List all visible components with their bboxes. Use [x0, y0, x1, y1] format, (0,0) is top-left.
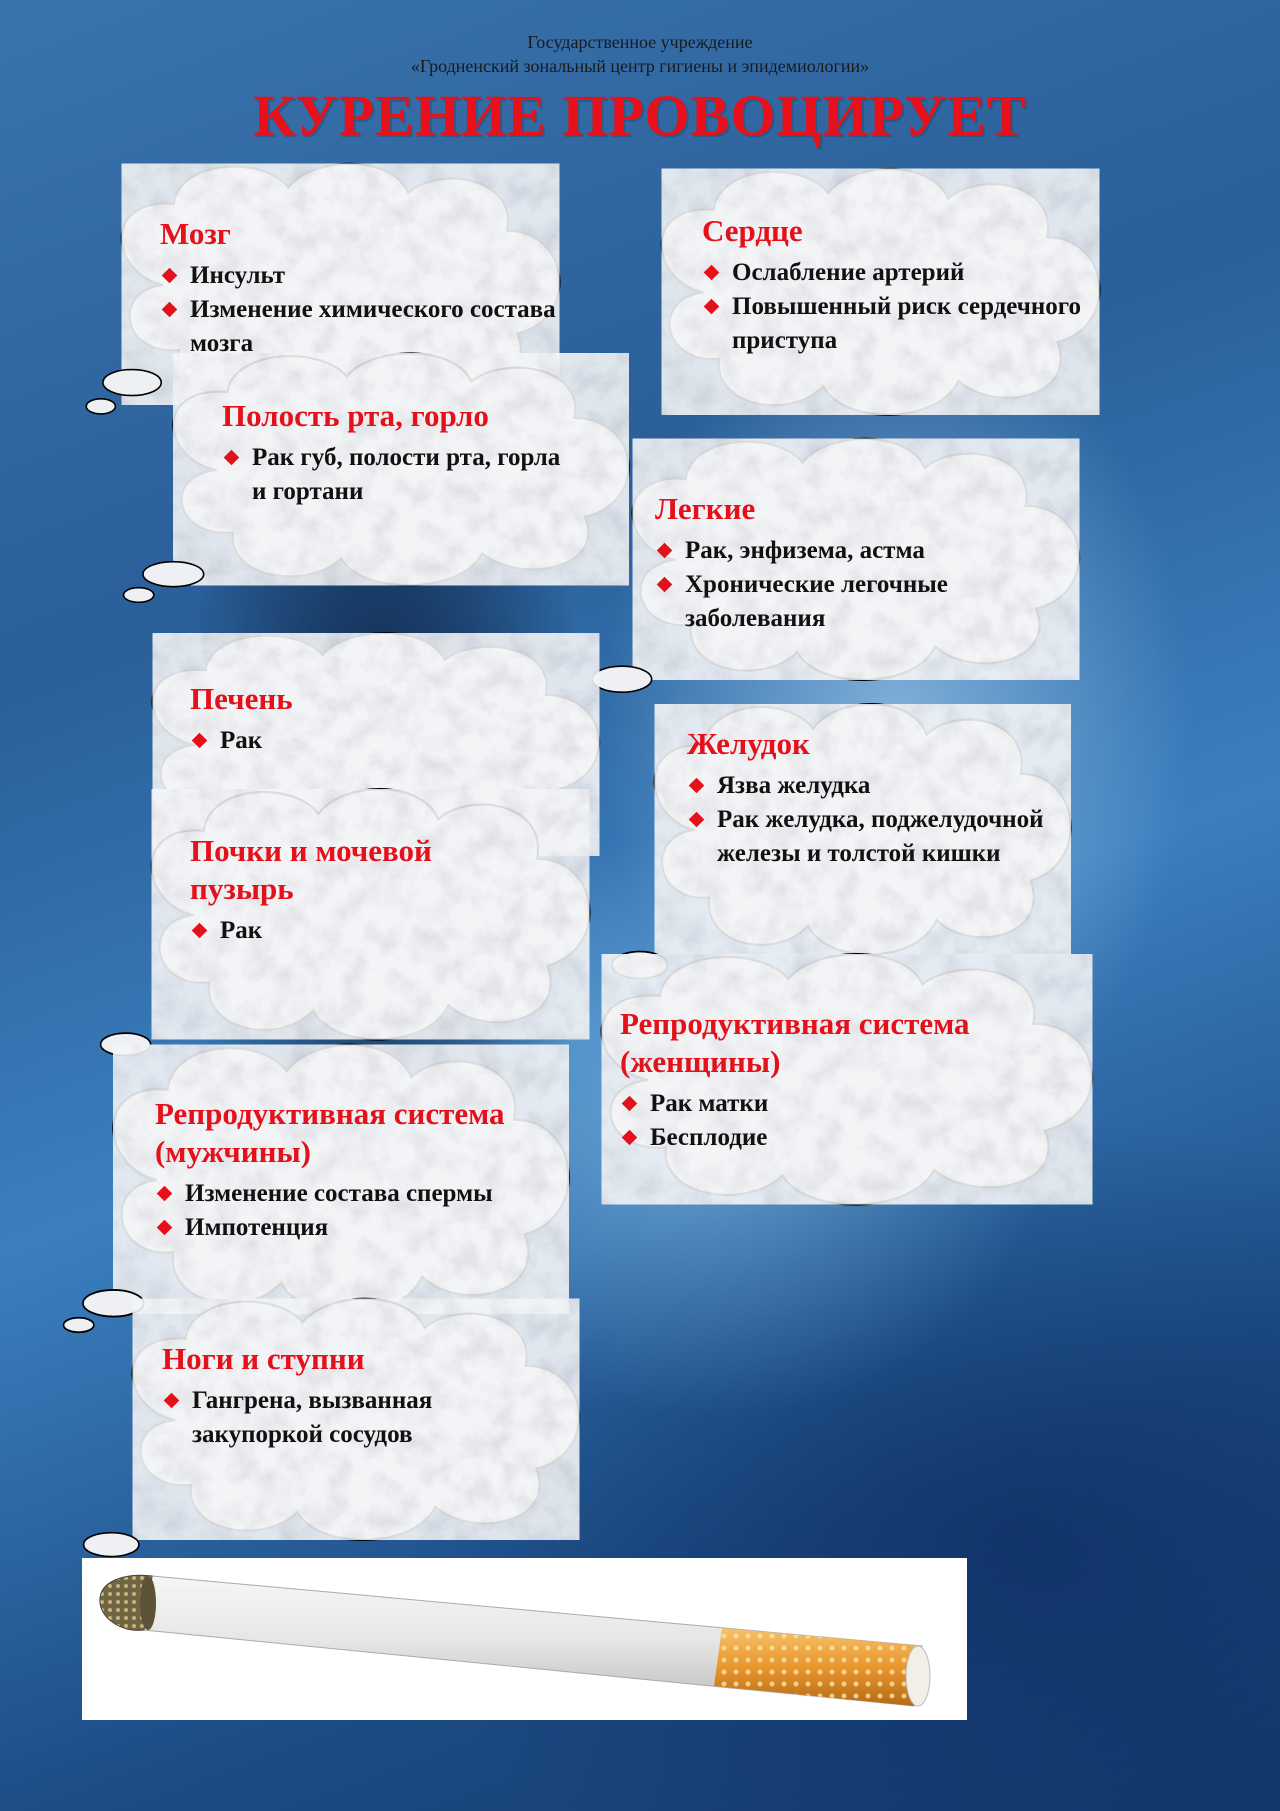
cloud-heart — [620, 160, 1120, 425]
cloud-title: Легкие — [655, 491, 756, 526]
bullet-diamond-icon — [192, 923, 208, 939]
list-item: Рак губ, полости рта, горла и гортани — [222, 441, 572, 509]
bullet-diamond-icon — [657, 577, 673, 593]
cloud-title: Почки и мочевой пузырь — [190, 833, 432, 906]
list-item: Рак, энфизема, астма — [655, 534, 1095, 568]
bullet-diamond-icon — [162, 268, 178, 284]
cloud-stomach — [615, 695, 1090, 965]
bullet-diamond-icon — [689, 778, 705, 794]
page-title: КУРЕНИЕ ПРОВОЦИРУЕТ — [253, 83, 1027, 148]
list-item: Гангрена, вызванная закупоркой сосудов — [162, 1384, 532, 1452]
cloud-kidneys-bladder — [110, 780, 610, 1050]
list-item: Повышенный риск сердечного приступа — [702, 290, 1102, 358]
cloud-legs-feet — [90, 1290, 600, 1550]
bullet-diamond-icon — [704, 299, 720, 315]
bullet-diamond-icon — [164, 1393, 180, 1409]
cloud-title: Репродуктивная система (женщины) — [620, 1006, 970, 1079]
list-item: Рак — [190, 724, 590, 758]
bullet-diamond-icon — [192, 733, 208, 749]
bullet-diamond-icon — [689, 812, 705, 828]
cloud-reproductive-male — [70, 1035, 590, 1325]
list-item: Ослабление артерий — [702, 256, 1102, 290]
header — [0, 30, 1280, 78]
organization-line-1: Государственное учреждение — [527, 32, 753, 52]
cloud-mouth-throat — [130, 345, 650, 595]
organization-line-2: «Гродненский зональный центр гигиены и эпидемиологии» — [410, 56, 870, 76]
bullet-diamond-icon — [657, 543, 673, 559]
cloud-title: Желудок — [687, 726, 810, 761]
bullet-diamond-icon — [157, 1186, 173, 1202]
list-item: Рак матки — [620, 1087, 1100, 1121]
cigarette-image — [82, 1558, 967, 1720]
list-item: Рак желудка, поджелудочной железы и толстой кишки — [687, 803, 1072, 871]
cloud-reproductive-female — [555, 945, 1115, 1215]
list-item: Изменение состава спермы — [155, 1177, 575, 1211]
list-item: Хронические легочные заболевания — [655, 568, 1025, 636]
list-item: Инсульт — [160, 259, 580, 293]
cigarette-icon — [82, 1558, 967, 1720]
list-item: Бесплодие — [620, 1121, 1100, 1155]
bullet-diamond-icon — [162, 302, 178, 318]
cloud-title: Ноги и ступни — [162, 1341, 365, 1376]
cloud-title: Печень — [190, 681, 293, 716]
bullet-diamond-icon — [622, 1130, 638, 1146]
cloud-title: Мозг — [160, 216, 231, 251]
cloud-title: Репродуктивная система (мужчины) — [155, 1096, 505, 1169]
list-item: Импотенция — [155, 1211, 575, 1245]
bullet-diamond-icon — [622, 1096, 638, 1112]
list-item: Рак — [190, 914, 550, 948]
list-item: Изменение химического состава мозга — [160, 293, 580, 361]
cloud-lungs — [590, 430, 1100, 690]
bullet-diamond-icon — [224, 450, 240, 466]
bullet-diamond-icon — [157, 1220, 173, 1236]
cloud-title: Сердце — [702, 213, 803, 248]
cloud-title: Полость рта, горло — [222, 398, 489, 433]
list-item: Язва желудка — [687, 769, 1087, 803]
bullet-diamond-icon — [704, 265, 720, 281]
